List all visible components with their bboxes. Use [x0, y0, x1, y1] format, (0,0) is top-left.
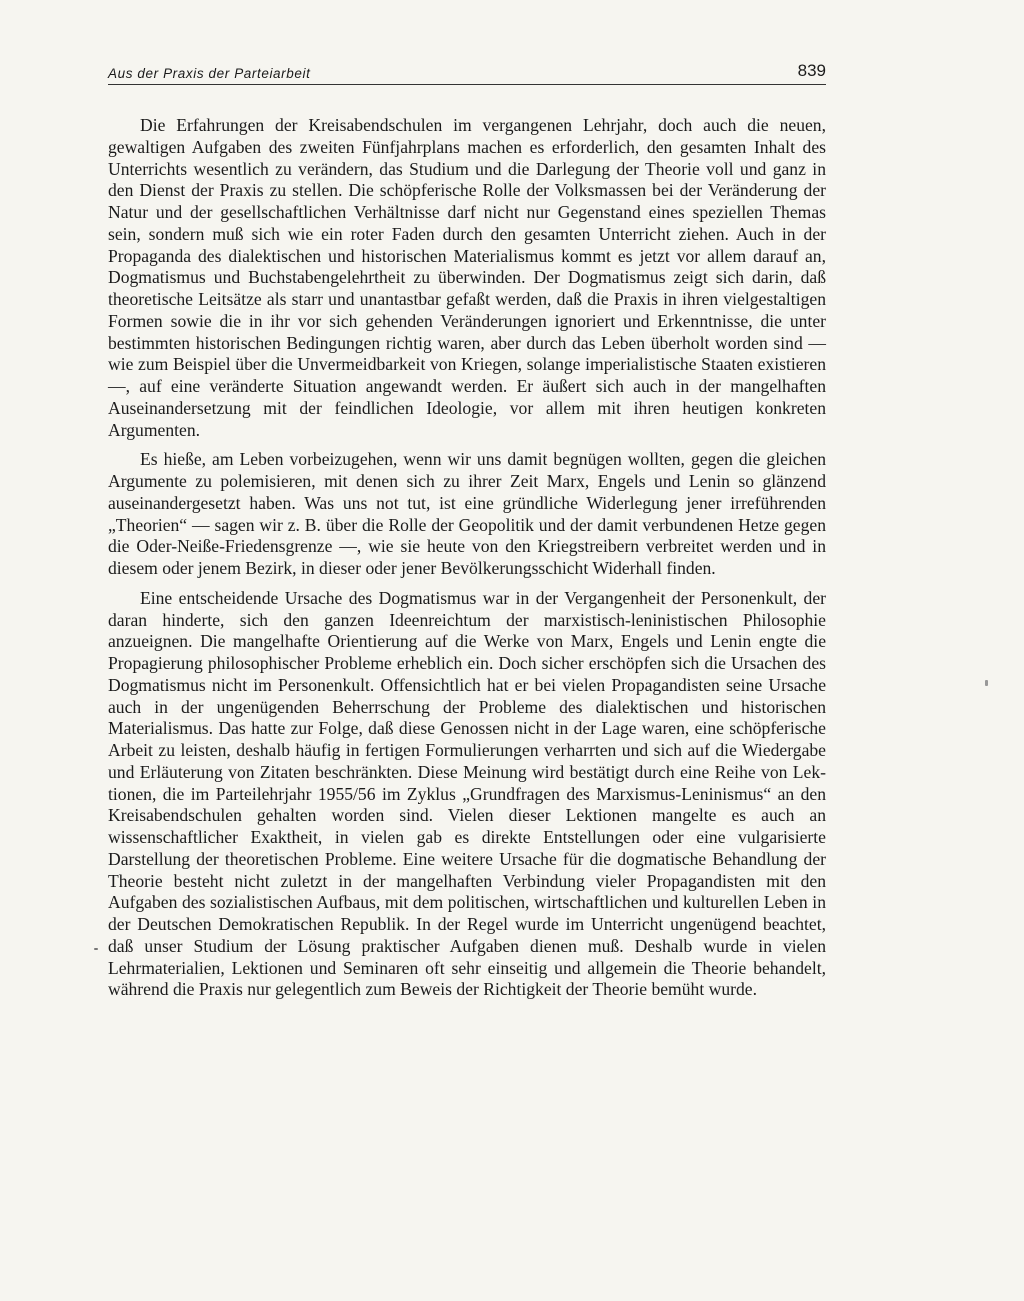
paragraph-2: Es hieße, am Leben vorbeizugehen, wenn wir uns damit begnügen wollten, gegen die gleichen Argumente zu polemisieren, mit denen sich zu ihrer Zeit Marx, Engels und Lenin so glänzend auseinandergesetzt haben. Was uns not tut, ist eine gründliche Widerlegung jener irreführenden „Theorien“ — sagen wir z. B. über die Rolle der Geopolitik und der damit verbundenen Hetze gegen die Oder-Neiße-Friedensgrenze —, wie sie heute von den Kriegstreibern verbreitet werden und in diesem oder jenem Bezirk, in dieser oder jener Bevölkerungsschicht Widerhall finden. [108, 449, 826, 578]
print-speck [94, 948, 98, 950]
body-text [108, 115, 826, 1009]
paragraph-3: Eine entscheidende Ursache des Dogmatismus war in der Vergangenheit der Personenkult, der daran hinderte, sich den ganzen Ideenreichtum der marxistisch-leninistischen Philosophie anzueignen. Die mangelhafte Orientierung auf die Werke von Marx, Engels und Lenin engte die Propagierung philosophischer Probleme erheblich ein. Doch sicher erschöpfen sich die Ursachen des Dogmatismus nicht im Personenkult. Offensichtlich hat er bei vielen Propagandisten seine Ursache auch in der ungenügenden Beherrschung der Probleme des dialektischen und historischen Materialismus. Das hatte zur Folge, daß diese Genossen nicht in der Lage waren, eine schöpferische Arbeit zu leisten, deshalb häufig in fertigen Formulierungen verharrten und sich auf die Wiedergabe und Erläuterung von Zitaten beschränkten. Diese Meinung wird bestätigt durch eine Reihe von Lektionen, die im Parteilehrjahr 1955/56 im Zyklus „Grundfragen des Marxismus-Leninismus“ an den Kreisabendschulen gehalten worden sind. Vielen dieser Lektionen mangelte es auch an wissenschaftlicher Exaktheit, in vielen gab es direkte Entstellungen oder eine vulgarisierte Darstellung der theoretischen Probleme. Eine weitere Ursache für die dogmatische Behandlung der Theorie besteht nicht zuletzt in der mangelhaften Verbindung vieler Propagandisten mit den Aufgaben des sozialistischen Aufbaus, mit dem politischen, wirtschaftlichen und kulturellen Leben in der Deutschen Demokratischen Republik. In der Regel wurde im Unterricht ungenügend beachtet, daß unser Studium der Lösung praktischer Aufgaben dienen muß. Deshalb wurde in vielen Lehrmaterialien, Lektionen und Seminaren oft sehr einseitig und allgemein die Theorie behandelt, während die Praxis nur gelegentlich zum Beweis der Richtigkeit der Theorie bemüht wurde. [108, 587, 826, 1000]
page-header [108, 58, 826, 85]
page-number: 839 [797, 61, 826, 80]
print-speck [985, 680, 988, 686]
paragraph-1: Die Erfahrungen der Kreisabendschulen im vergangenen Lehrjahr, doch auch die neuen, gewaltigen Aufgaben des zweiten Fünfjahrplans machen es erforderlich, den gesamten Inhalt des Unterrichts wesentlich zu verändern, das Studium und die Darlegung der Theorie voll und ganz in den Dienst der Praxis zu stellen. Die schöpferische Rolle der Volksmassen bei der Veränderung der Natur und der gesellschaftlichen Verhältnisse darf nicht nur Gegenstand eines speziellen Themas sein, sondern muß sich wie ein roter Faden durch den gesamten Unterricht ziehen. Auch in der Propaganda des dialektischen und historischen Materialismus kommt es jetzt vor allem darauf an, Dogmatismus und Buchstabengelehrtheit zu überwinden. Der Dogmatismus zeigt sich darin, daß theoretische Leitsätze als starr und unantastbar gefaßt werden, daß die Praxis in ihren vielgestaltigen Formen sowie die in ihr vor sich gehenden Veränderungen ignoriert und Erkenntnisse, die unter bestimmten historischen Bedingungen richtig waren, aber durch das Leben überholt worden sind — wie zum Beispiel über die Unvermeidbarkeit von Kriegen, solange imperialistische Staaten existieren —, auf eine veränderte Situation angewandt werden. Er äußert sich auch in der mangelhaften Auseinandersetzung mit der feindlichen Ideologie, vor allem mit ihren heutigen konkreten Argumenten. [108, 115, 826, 440]
running-head: Aus der Praxis der Parteiarbeit [108, 66, 311, 81]
